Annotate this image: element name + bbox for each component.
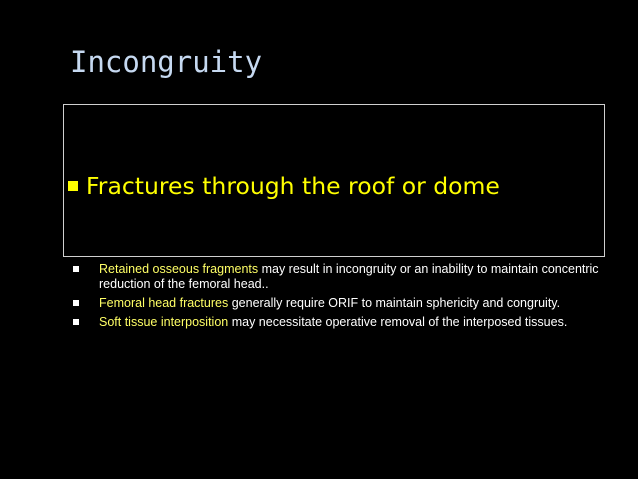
bullet-text: may result in incongruity or an inability to maintain concentric reduction of the femoral head.. <box>99 262 599 291</box>
bullet-text: may necessitate operative removal of the interposed tissues. <box>228 315 568 329</box>
list-item <box>72 296 604 311</box>
slide-title: Incongruity <box>70 45 263 79</box>
bullet-highlight: Soft tissue interposition <box>99 315 229 329</box>
list-item <box>72 262 604 292</box>
bullet-highlight: Femoral head fractures <box>99 296 229 310</box>
detail-bullet-list <box>72 262 604 334</box>
list-item <box>72 315 604 330</box>
square-bullet-icon <box>73 300 79 306</box>
bullet-text: generally require ORIF to maintain sphericity and congruity. <box>228 296 561 310</box>
square-bullet-icon <box>73 266 79 272</box>
main-point-text: Fractures through the roof or dome <box>86 172 500 200</box>
square-bullet-icon <box>68 181 78 191</box>
main-point <box>68 170 500 202</box>
square-bullet-icon <box>73 319 79 325</box>
bullet-highlight: Retained osseous fragments <box>99 262 259 276</box>
